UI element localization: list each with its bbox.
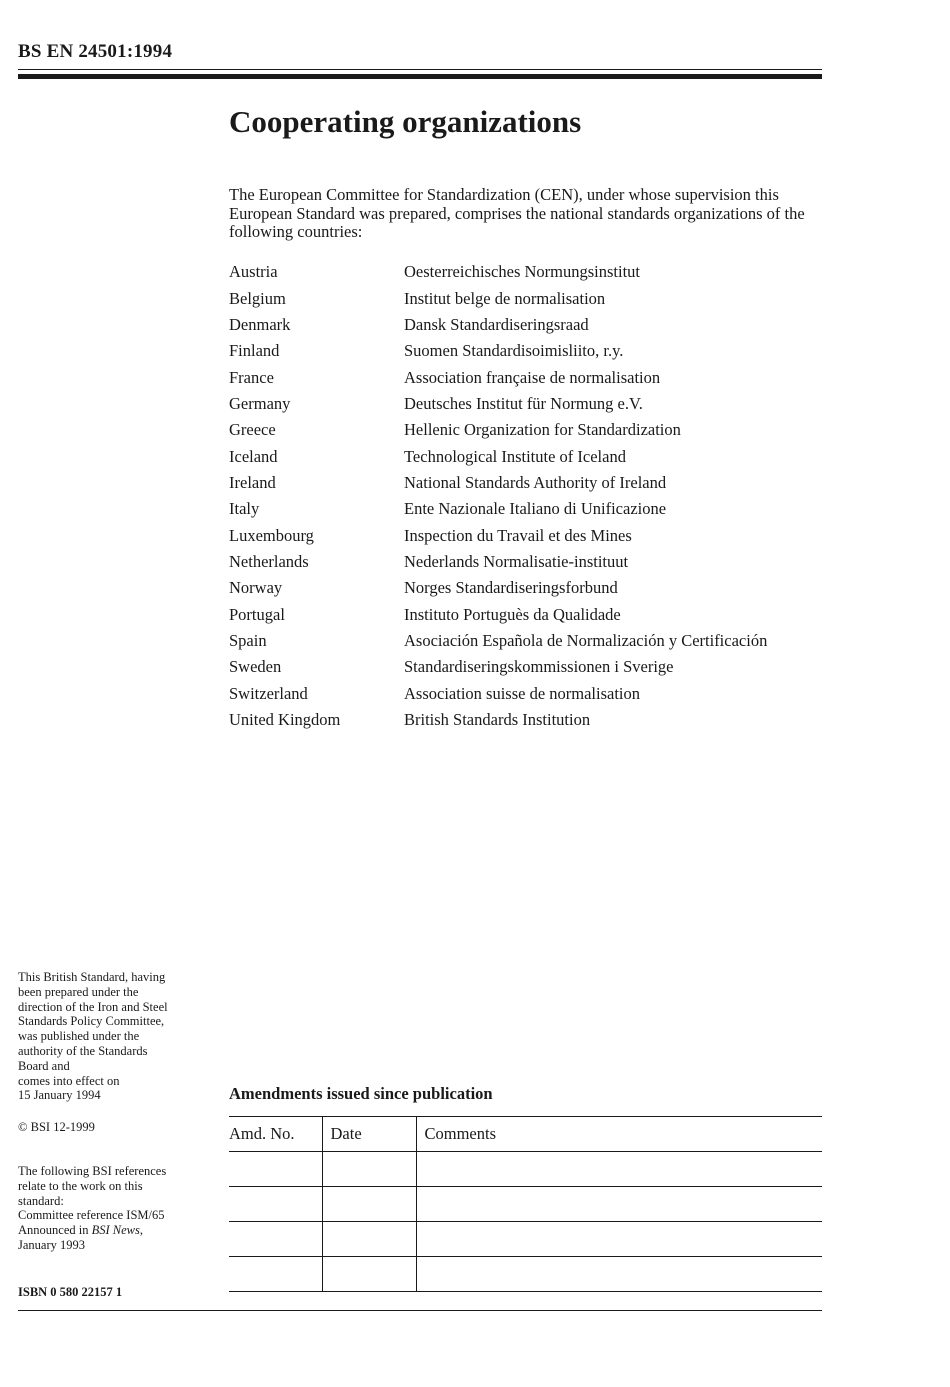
organization-list xyxy=(229,259,829,733)
org-name: Hellenic Organization for Standardization xyxy=(404,420,681,440)
org-country: Greece xyxy=(229,420,276,440)
org-name: Deutsches Institut für Normung e.V. xyxy=(404,393,643,413)
table-cell xyxy=(229,1152,322,1187)
column-header-comments: Comments xyxy=(416,1117,822,1152)
approval-line: been prepared under the xyxy=(18,984,139,999)
org-name: Association française de normalisation xyxy=(404,367,661,387)
announced-prefix: Announced in xyxy=(18,1223,92,1238)
approval-line: direction of the Iron and Steel xyxy=(18,999,168,1014)
org-row xyxy=(229,496,829,522)
org-name: Instituto Portuguès da Qualidade xyxy=(404,604,621,624)
copyright: © BSI 12-1999 xyxy=(18,1120,95,1134)
org-country: Denmark xyxy=(229,314,291,334)
table-cell xyxy=(416,1257,822,1292)
org-country: United Kingdom xyxy=(229,710,341,730)
isbn: ISBN 0 580 22157 1 xyxy=(18,1285,123,1299)
column-header-amd-no: Amd. No. xyxy=(229,1117,322,1152)
org-row xyxy=(229,364,829,390)
table-row xyxy=(229,1222,822,1257)
org-name: Standardiseringskommissionen i Sverige xyxy=(404,657,674,677)
reference-line: Committee reference ISM/65 xyxy=(18,1208,165,1223)
org-country: France xyxy=(229,367,274,387)
org-country: Portugal xyxy=(229,604,285,624)
table-cell xyxy=(229,1257,322,1292)
header-rule-thick xyxy=(18,74,822,79)
org-country: Norway xyxy=(229,578,283,598)
reference-line: The following BSI references xyxy=(18,1164,167,1178)
table-row xyxy=(229,1152,822,1187)
table-cell xyxy=(322,1187,416,1222)
intro-paragraph: The European Committee for Standardization (CEN), under whose supervision this European Standard was prepared, comprises the national standards organizations of the following countries: xyxy=(229,185,805,241)
org-row xyxy=(229,707,829,733)
org-row xyxy=(229,522,829,548)
org-name: Institut belge de normalisation xyxy=(404,288,606,308)
table-row xyxy=(229,1257,822,1292)
org-row xyxy=(229,628,829,654)
org-name: Oesterreichisches Normungsinstitut xyxy=(404,262,640,282)
org-country: Iceland xyxy=(229,446,278,466)
org-row xyxy=(229,285,829,311)
org-row xyxy=(229,654,829,680)
footer-rule xyxy=(18,1310,822,1311)
org-row xyxy=(229,470,829,496)
table-header-row xyxy=(229,1117,822,1152)
org-name: Norges Standardiseringsforbund xyxy=(404,578,618,598)
table-cell xyxy=(322,1257,416,1292)
org-country: Sweden xyxy=(229,657,282,677)
org-country: Belgium xyxy=(229,288,286,308)
org-country: Spain xyxy=(229,630,267,650)
org-row xyxy=(229,575,829,601)
org-row xyxy=(229,312,829,338)
reference-line: standard: xyxy=(18,1193,64,1208)
org-country: Netherlands xyxy=(229,551,309,571)
document-id: BS EN 24501:1994 xyxy=(18,41,173,62)
announced-publication: BSI News xyxy=(91,1223,140,1238)
org-name: Association suisse de normalisation xyxy=(404,683,641,703)
approval-line: Standards Policy Committee, xyxy=(18,1014,165,1029)
approval-line: 15 January 1994 xyxy=(18,1088,101,1103)
org-name: Technological Institute of Iceland xyxy=(404,446,626,466)
org-country: Finland xyxy=(229,341,280,361)
org-row xyxy=(229,549,829,575)
announced-line xyxy=(18,1223,218,1238)
org-country: Austria xyxy=(229,262,278,282)
approval-line: authority of the Standards xyxy=(18,1043,148,1058)
table-cell xyxy=(322,1222,416,1257)
org-row xyxy=(229,443,829,469)
org-country: Germany xyxy=(229,393,291,413)
org-name: Asociación Española de Normalización y Certificación xyxy=(404,630,768,650)
org-country: Italy xyxy=(229,499,260,519)
reference-line: relate to the work on this xyxy=(18,1178,143,1193)
org-row xyxy=(229,259,829,285)
amendments-title: Amendments issued since publication xyxy=(229,1084,493,1103)
org-name: British Standards Institution xyxy=(404,710,591,730)
table-cell xyxy=(229,1222,322,1257)
org-country: Switzerland xyxy=(229,683,308,703)
table-cell xyxy=(229,1187,322,1222)
org-name: Suomen Standardisoimisliito, r.y. xyxy=(404,341,624,361)
approval-line: Board and xyxy=(18,1058,70,1073)
table-row xyxy=(229,1187,822,1222)
org-name: National Standards Authority of Ireland xyxy=(404,472,667,492)
org-row xyxy=(229,681,829,707)
column-header-date: Date xyxy=(322,1117,416,1152)
announced-date: January 1993 xyxy=(18,1237,85,1252)
table-cell xyxy=(416,1152,822,1187)
org-name: Inspection du Travail et des Mines xyxy=(404,525,632,545)
org-row xyxy=(229,391,829,417)
org-row xyxy=(229,417,829,443)
announced-suffix: , xyxy=(139,1223,143,1238)
org-country: Luxembourg xyxy=(229,525,314,545)
approval-line: was published under the xyxy=(18,1029,140,1044)
bsi-references xyxy=(18,1164,218,1253)
org-name: Nederlands Normalisatie-instituut xyxy=(404,551,629,571)
page-title: Cooperating organizations xyxy=(229,104,582,139)
table-cell xyxy=(416,1222,822,1257)
amendments-table xyxy=(229,1116,822,1292)
approval-note xyxy=(18,970,218,1103)
org-country: Ireland xyxy=(229,472,276,492)
header-rule-thin xyxy=(18,69,822,70)
org-name: Dansk Standardiseringsraad xyxy=(404,314,589,334)
org-row xyxy=(229,601,829,627)
approval-line: This British Standard, having xyxy=(18,970,166,984)
table-cell xyxy=(322,1152,416,1187)
approval-line: comes into effect on xyxy=(18,1073,120,1088)
org-row xyxy=(229,338,829,364)
org-name: Ente Nazionale Italiano di Unificazione xyxy=(404,499,667,519)
table-cell xyxy=(416,1187,822,1222)
